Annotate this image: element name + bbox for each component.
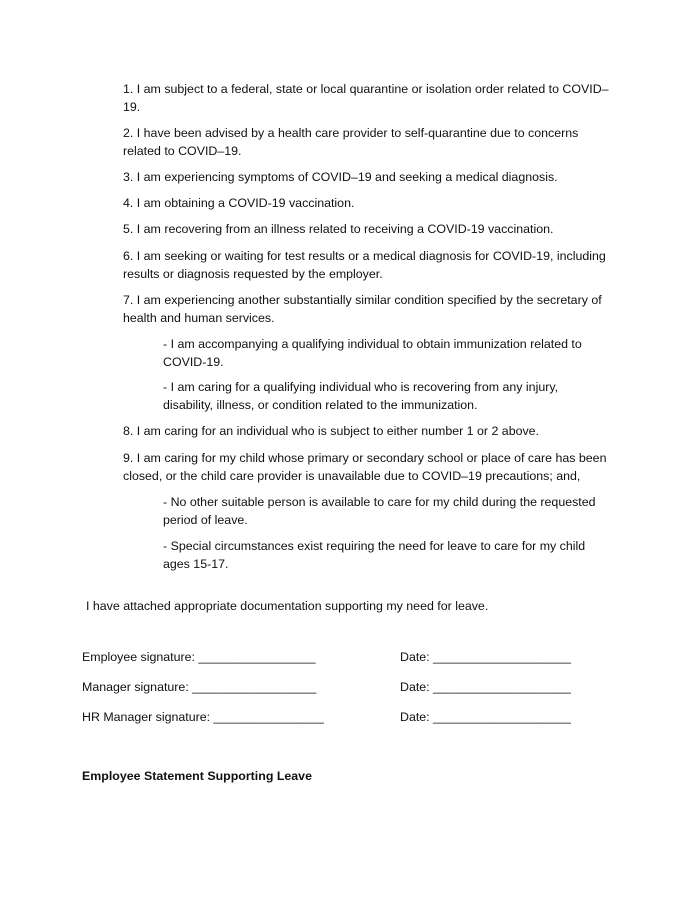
reason-9-sub-item-2: - Special circumstances exist requiring the need for leave to care for my child ages 15-17. [163, 539, 586, 571]
employee-date-line: Date: ____________________ [400, 650, 571, 664]
reason-7-sub-item-1: - I am accompanying a qualifying individual to obtain immunization related to COVID-19. [163, 337, 582, 369]
reason-9-sub-item-1: - No other suitable person is available to care for my child during the requested period of leave. [163, 495, 596, 527]
reason-item-4: 4. I am obtaining a COVID-19 vaccination. [123, 196, 355, 210]
reason-item-2: 2. I have been advised by a health care provider to self-quarantine due to concerns related to COVID–19. [123, 126, 579, 158]
reason-item-5: 5. I am recovering from an illness related to receiving a COVID-19 vaccination. [123, 222, 554, 236]
reason-item-3: 3. I am experiencing symptoms of COVID–19 and seeking a medical diagnosis. [123, 170, 558, 184]
reason-item-6: 6. I am seeking or waiting for test results or a medical diagnosis for COVID-19, including results or diagnosis requested by the employer. [123, 249, 606, 281]
employee-signature-line: Employee signature: _________________ [82, 650, 316, 664]
attachment-statement: I have attached appropriate documentation supporting my need for leave. [86, 599, 489, 613]
hr-manager-date-line: Date: ____________________ [400, 710, 571, 724]
reason-7-sub-item-2: - I am caring for a qualifying individual who is recovering from any injury, disability, illness, or condition related to the immunization. [163, 380, 559, 412]
reason-item-8: 8. I am caring for an individual who is subject to either number 1 or 2 above. [123, 424, 539, 438]
hr-manager-signature-line: HR Manager signature: ________________ [82, 710, 324, 724]
reason-item-9: 9. I am caring for my child whose primary or secondary school or place of care has been closed, or the child care provider is unavailable due to COVID–19 precautions; and, [123, 451, 607, 483]
reason-item-1: 1. I am subject to a federal, state or local quarantine or isolation order related to COVID–19. [123, 82, 609, 114]
manager-date-line: Date: ____________________ [400, 680, 571, 694]
reason-item-7: 7. I am experiencing another substantially similar condition specified by the secretary of health and human services. [123, 293, 602, 325]
section-heading: Employee Statement Supporting Leave [82, 769, 312, 783]
manager-signature-line: Manager signature: __________________ [82, 680, 317, 694]
